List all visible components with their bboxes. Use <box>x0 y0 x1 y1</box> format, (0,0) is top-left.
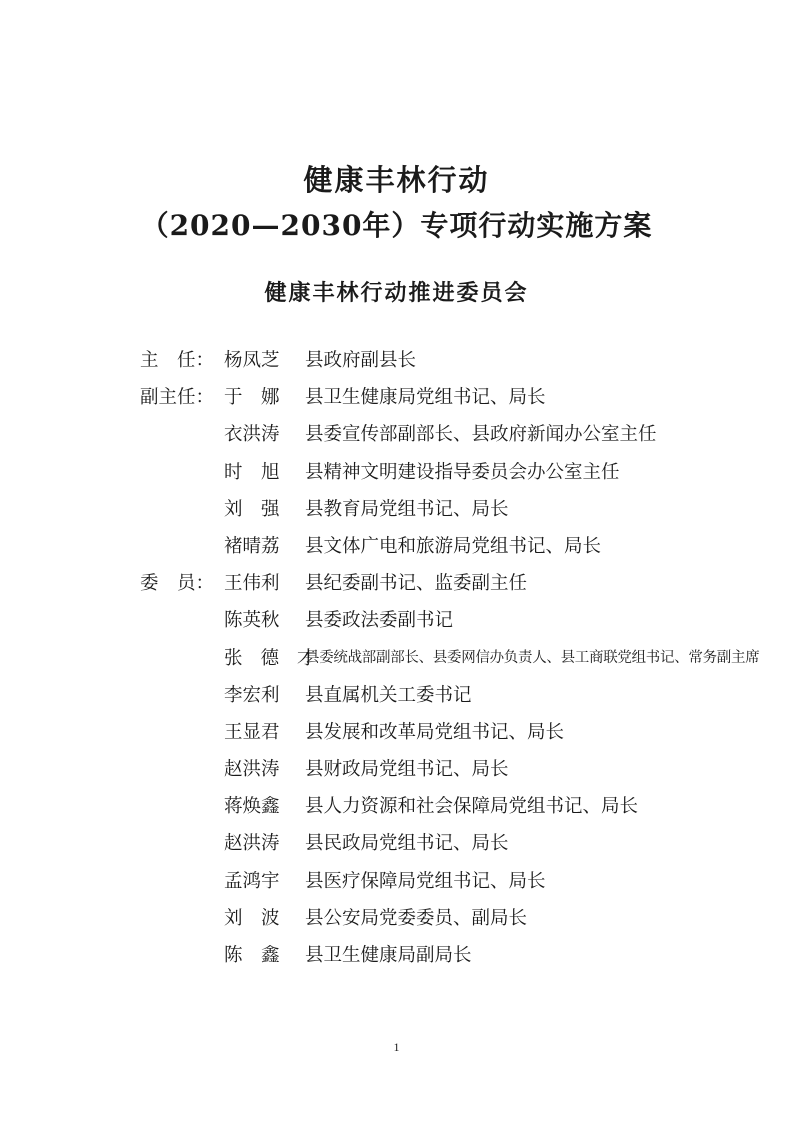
member-position: 县民政局党组书记、局长 <box>305 833 509 855</box>
member-position: 县文体广电和旅游局党组书记、局长 <box>305 535 602 557</box>
member-row <box>140 825 780 862</box>
member-name: 赵洪涛 <box>224 759 280 781</box>
member-name: 刘 波 <box>224 907 280 929</box>
member-row <box>140 491 780 528</box>
member-name: 时 旭 <box>224 461 280 483</box>
member-position: 县医疗保障局党组书记、局长 <box>305 870 546 892</box>
page-number: 1 <box>393 1040 400 1054</box>
member-row <box>140 863 780 900</box>
member-position: 县纪委副书记、监委副主任 <box>305 573 528 595</box>
member-position: 县人力资源和社会保障局党组书记、局长 <box>305 796 639 818</box>
member-row <box>140 677 780 714</box>
member-row <box>140 565 780 602</box>
member-row <box>140 342 780 379</box>
member-name: 蒋焕鑫 <box>224 796 280 818</box>
member-role: 委 员： <box>140 573 215 595</box>
member-position: 县政府副县长 <box>305 350 417 371</box>
member-position: 县直属机关工委书记 <box>305 684 472 706</box>
member-name: 李宏利 <box>224 684 280 706</box>
member-row <box>140 937 780 974</box>
member-position: 县卫生健康局党组书记、局长 <box>305 387 546 409</box>
member-position: 县委政法委副书记 <box>305 610 454 632</box>
member-position: 县教育局党组书记、局长 <box>305 498 509 520</box>
member-name: 王伟利 <box>224 573 280 595</box>
member-name: 赵洪涛 <box>224 833 280 855</box>
member-row <box>140 379 780 416</box>
member-name: 于 娜 <box>224 387 280 409</box>
member-name: 褚晴荔 <box>224 535 280 557</box>
title-line-1: 健康丰林行动 <box>303 163 490 197</box>
member-row <box>140 454 780 491</box>
member-position: 县公安局党委委员、副局长 <box>305 907 528 929</box>
member-row <box>140 640 780 677</box>
member-role: 副主任： <box>140 387 215 409</box>
member-row <box>140 714 780 751</box>
member-name: 陈 鑫 <box>224 945 280 966</box>
member-name: 陈英秋 <box>224 610 280 632</box>
committee-heading: 健康丰林行动推进委员会 <box>264 281 529 306</box>
member-name: 张德才 <box>224 647 334 669</box>
member-name: 刘 强 <box>224 498 280 520</box>
member-row <box>140 751 780 788</box>
member-position: 县发展和改革局党组书记、局长 <box>305 721 565 743</box>
title-line-2: （2020—2030年）专项行动实施方案 <box>140 209 653 242</box>
member-row <box>140 416 780 453</box>
document-title <box>0 160 793 246</box>
member-list <box>140 342 780 974</box>
member-row <box>140 528 780 565</box>
member-position: 县委统战部副部长、县委网信办负责人、县工商联党组书记、常务副主席 <box>305 649 760 666</box>
member-row <box>140 900 780 937</box>
member-row <box>140 788 780 825</box>
member-position: 县委宣传部副部长、县政府新闻办公室主任 <box>305 424 657 446</box>
member-name: 王显君 <box>224 721 280 743</box>
member-role: 主 任： <box>140 350 215 371</box>
member-name: 杨凤芝 <box>224 350 280 371</box>
member-position: 县精神文明建设指导委员会办公室主任 <box>305 461 620 483</box>
member-position: 县卫生健康局副局长 <box>305 945 472 966</box>
member-name: 衣洪涛 <box>224 424 280 446</box>
member-row <box>140 602 780 639</box>
member-position: 县财政局党组书记、局长 <box>305 759 509 781</box>
member-name: 孟鸿宇 <box>224 870 280 892</box>
